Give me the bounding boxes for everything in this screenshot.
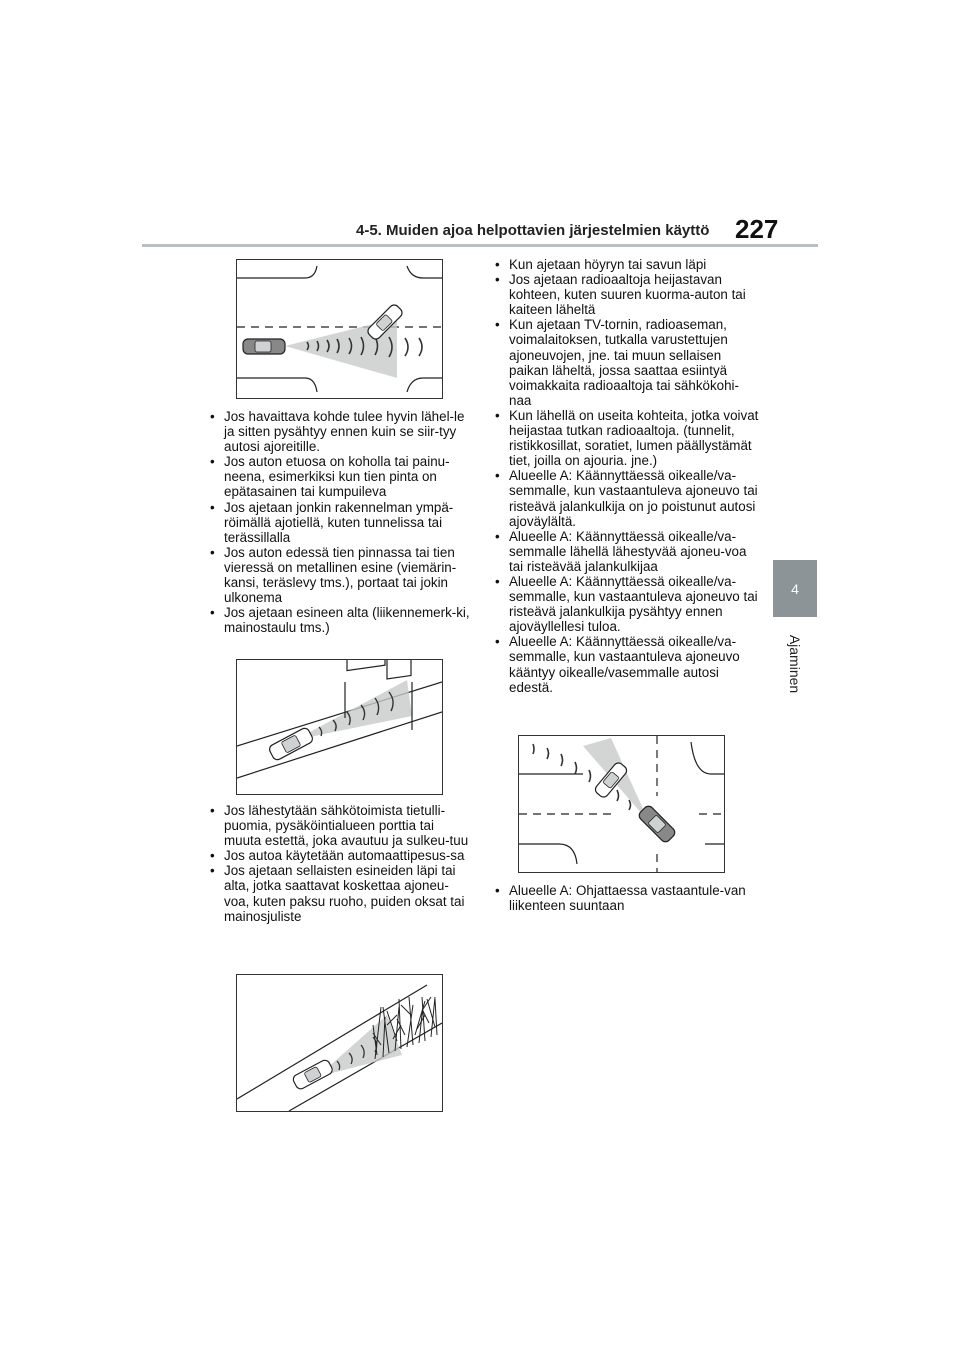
intersection-approach-illustration — [237, 260, 442, 398]
list-item: • Jos autoa käytetään automaattipesus-sa — [208, 848, 472, 863]
turning-oncoming-illustration — [519, 736, 724, 872]
list-item: • Jos auton edessä tien pinnassa tai tien vieressä on metallinen esine (viemärin-kansi, teräslevy tms.), portaat tai jokin ulkonema — [208, 545, 472, 605]
list-item: • Alueelle A: Käännyttäessä oikealle/va-semmalle, kun vastaantuleva ajoneuvo tai risteävä jalankulkija on jo poistunut autosi ajoväylältä. — [493, 468, 759, 528]
left-list-2 — [208, 803, 472, 924]
own-car — [292, 1059, 334, 1091]
list-item: • Alueelle A: Käännyttäessä oikealle/va-semmalle lähellä lähestyvää ajoneu-voa tai risteävää jalankulkijaa — [493, 529, 759, 574]
list-item: • Jos ajetaan esineen alta (liikennemerk-ki, mainostaulu tms.) — [208, 605, 472, 635]
list-item: • Jos ajetaan sellaisten esineiden läpi tai alta, jotka saattavat koskettaa ajoneu-voa, kuten paksu ruoho, puiden oksat tai mainosjuliste — [208, 863, 472, 923]
list-item: • Alueelle A: Käännyttäessä oikealle/va-semmalle, kun vastaantuleva ajoneuvo tai risteävä jalankulkija pysähtyy ennen ajoväyllellesi tuloa. — [493, 574, 759, 634]
overhead-sign-illustration — [237, 660, 442, 794]
right-list-1 — [493, 257, 759, 695]
list-item: • Jos ajetaan jonkin rakennelman ympä-röimällä ajotiellä, kuten tunnelissa tai terässillalla — [208, 500, 472, 545]
page-number: 227 — [735, 214, 779, 244]
list-item: • Kun ajetaan TV-tornin, radioaseman, voimalaitoksen, tutkalla varustettujen ajoneuvojen, jne. tai muun sellaisen paikan läheltä, jossa saattaa esiintyä voimakkaita radioaaltoja tai sähkökohi-naa — [493, 317, 759, 408]
list-item: • Jos havaittava kohde tulee hyvin lähel-le ja sitten pysähtyy ennen kuin se siir-tyy autosi ajoreitille. — [208, 409, 472, 454]
figure-overhead-sign — [236, 659, 443, 795]
chapter-label: Ajaminen — [787, 634, 803, 694]
own-car — [637, 804, 677, 844]
chapter-number: 4 — [791, 580, 799, 597]
own-car — [243, 339, 285, 354]
chapter-tab — [773, 560, 817, 617]
tall-grass-illustration — [237, 975, 442, 1111]
section-title: 4-5. Muiden ajoa helpottavien järjestelmien käyttö — [356, 222, 710, 239]
list-item: • Jos lähestytään sähkötoimista tietulli-puomia, pysäköintialueen porttia tai muuta estettä, joka avautuu ja sulkeu-tuu — [208, 803, 472, 848]
list-item: • Jos ajetaan radioaaltoja heijastavan kohteen, kuten suuren kuorma-auton tai kaiteen läheltä — [493, 272, 759, 317]
own-car — [268, 727, 314, 762]
header-divider — [142, 244, 818, 247]
figure-intersection-approach — [236, 259, 443, 399]
list-item: • Jos auton etuosa on koholla tai painu-neena, esimerkiksi kun tien pinta on epätasainen tai kumpuileva — [208, 454, 472, 499]
list-item: • Kun ajetaan höyryn tai savun läpi — [493, 257, 759, 272]
right-list-2 — [493, 883, 759, 913]
list-item: • Alueelle A: Käännyttäessä oikealle/va-semmalle, kun vastaantuleva ajoneuvo kääntyy oikealle/vasemmalle autosi edestä. — [493, 634, 759, 694]
list-item: • Kun lähellä on useita kohteita, jotka voivat heijastaa tutkan radioaaltoja. (tunnelit, ristikkosillat, soratiet, lumen päällystämät tiet, joilla on ajouria. jne.) — [493, 408, 759, 468]
figure-tall-grass — [236, 974, 443, 1112]
list-item: • Alueelle A: Ohjattaessa vastaantule-van liikenteen suuntaan — [493, 883, 759, 913]
left-list-1 — [208, 409, 472, 635]
figure-turning-oncoming — [518, 735, 725, 873]
